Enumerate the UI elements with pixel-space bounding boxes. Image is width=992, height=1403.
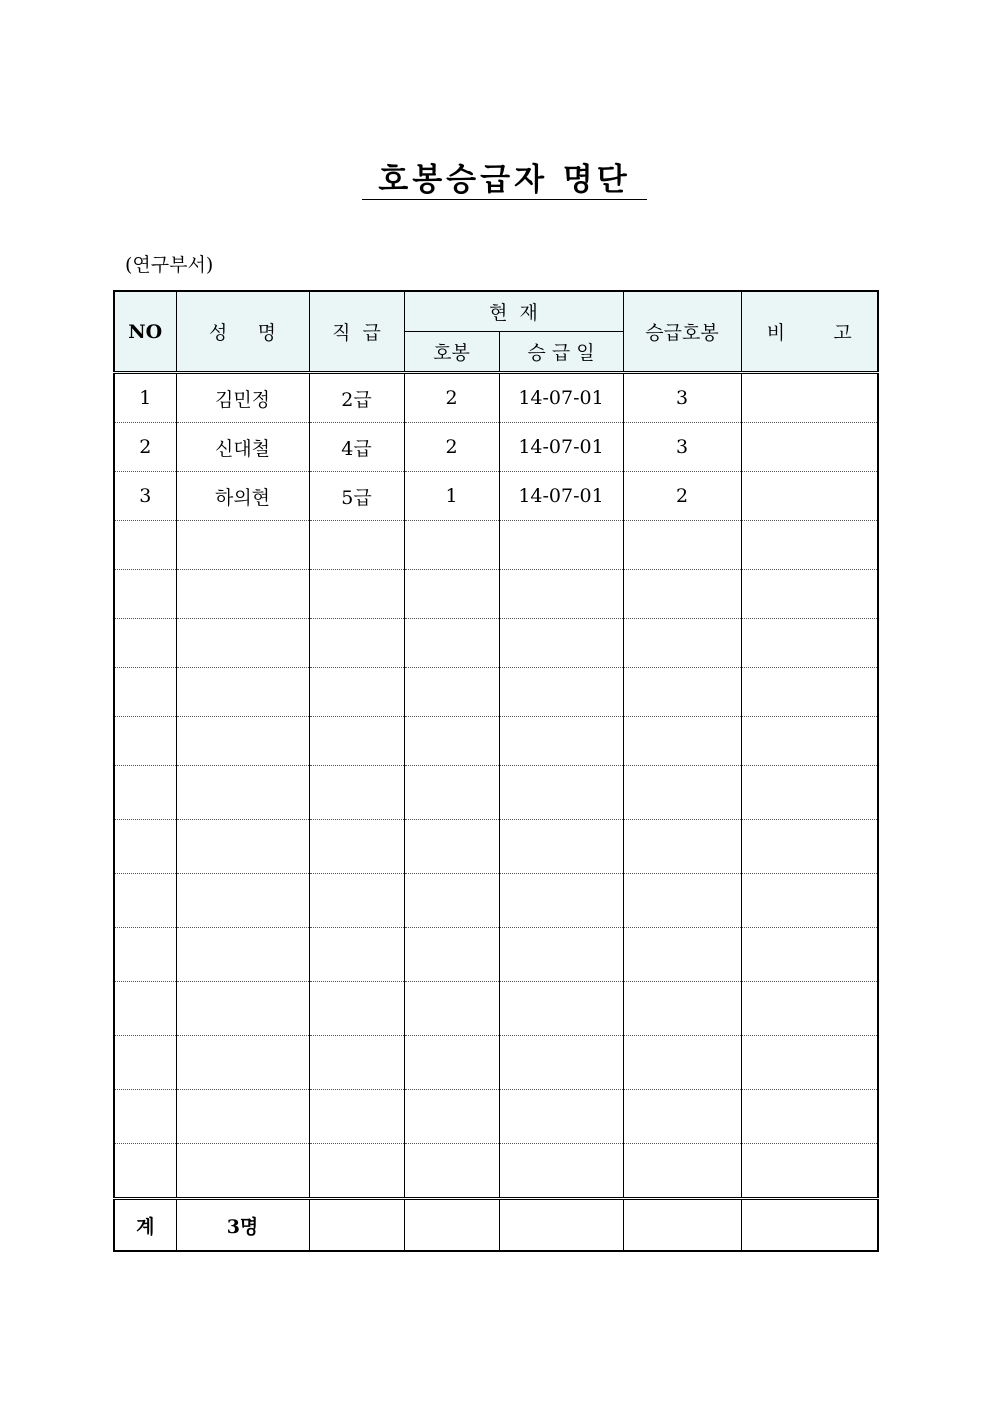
roster-table	[113, 290, 879, 1252]
cell-no	[114, 928, 176, 982]
cell-name	[176, 874, 309, 928]
cell-no	[114, 982, 176, 1036]
cell-hobong	[404, 570, 499, 619]
cell-name	[176, 820, 309, 874]
cell-name	[176, 928, 309, 982]
cell-promo: 3	[623, 423, 741, 472]
cell-grade: 2급	[309, 373, 404, 423]
cell-date	[499, 1036, 623, 1090]
cell-remarks	[741, 982, 878, 1036]
cell-no	[114, 1144, 176, 1199]
cell-grade	[309, 570, 404, 619]
total-label: 계	[114, 1199, 176, 1252]
cell-name	[176, 521, 309, 570]
cell-grade	[309, 1090, 404, 1144]
cell-no	[114, 668, 176, 717]
cell-no	[114, 1036, 176, 1090]
cell-no: 1	[114, 373, 176, 423]
cell-name: 김민정	[176, 373, 309, 423]
cell-grade: 4급	[309, 423, 404, 472]
cell-no: 3	[114, 472, 176, 521]
table-row	[114, 423, 878, 472]
cell-no	[114, 570, 176, 619]
total-count: 3명	[176, 1199, 309, 1252]
cell-name: 하의현	[176, 472, 309, 521]
cell-promo	[623, 1090, 741, 1144]
cell-remarks	[741, 423, 878, 472]
cell-hobong	[404, 1144, 499, 1199]
cell-promo	[623, 668, 741, 717]
cell-hobong: 2	[404, 373, 499, 423]
cell-hobong	[404, 619, 499, 668]
cell-grade	[309, 766, 404, 820]
cell-promo	[623, 521, 741, 570]
cell-promo	[623, 820, 741, 874]
cell-no	[114, 1090, 176, 1144]
cell-hobong	[404, 717, 499, 766]
cell-remarks	[741, 928, 878, 982]
cell-date	[499, 820, 623, 874]
cell-grade	[309, 521, 404, 570]
cell-remarks	[741, 1144, 878, 1199]
title-block	[362, 158, 647, 202]
header-promo-date: 승 급 일	[499, 332, 623, 373]
cell-grade	[309, 668, 404, 717]
cell-remarks	[741, 619, 878, 668]
table-row	[114, 820, 878, 874]
cell-date	[499, 619, 623, 668]
cell-date	[499, 1090, 623, 1144]
cell-no	[114, 820, 176, 874]
table-row	[114, 928, 878, 982]
table-row	[114, 1036, 878, 1090]
cell-hobong	[404, 1090, 499, 1144]
total-row	[114, 1199, 878, 1252]
cell-remarks	[741, 766, 878, 820]
cell-remarks	[741, 820, 878, 874]
cell-no	[114, 717, 176, 766]
cell-promo	[623, 570, 741, 619]
cell-remarks	[741, 472, 878, 521]
cell-date	[499, 717, 623, 766]
header-promo-hobong: 승급호봉	[623, 291, 741, 373]
cell-date: 14-07-01	[499, 423, 623, 472]
cell-date	[499, 874, 623, 928]
cell-grade	[309, 928, 404, 982]
cell-grade	[309, 717, 404, 766]
table-row	[114, 570, 878, 619]
cell-promo	[623, 1036, 741, 1090]
header-name: 성 명	[176, 291, 309, 373]
cell-remarks	[741, 668, 878, 717]
cell-grade	[309, 1036, 404, 1090]
cell-name	[176, 766, 309, 820]
table-row	[114, 668, 878, 717]
cell-no	[114, 766, 176, 820]
cell-promo	[623, 766, 741, 820]
header-remarks: 비 고	[741, 291, 878, 373]
cell-remarks	[741, 1036, 878, 1090]
table-row	[114, 472, 878, 521]
cell-name	[176, 570, 309, 619]
cell-name	[176, 668, 309, 717]
cell-name	[176, 1036, 309, 1090]
cell-date: 14-07-01	[499, 373, 623, 423]
cell-remarks	[741, 570, 878, 619]
cell-promo	[623, 1144, 741, 1199]
cell-remarks	[741, 874, 878, 928]
table-row	[114, 1090, 878, 1144]
cell-promo	[623, 982, 741, 1036]
cell-promo	[623, 874, 741, 928]
table-row	[114, 373, 878, 423]
cell-name	[176, 619, 309, 668]
table-row	[114, 717, 878, 766]
cell-hobong: 1	[404, 472, 499, 521]
title-underline	[362, 199, 647, 200]
cell-hobong	[404, 874, 499, 928]
cell-date	[499, 1144, 623, 1199]
table-row	[114, 982, 878, 1036]
cell-grade	[309, 820, 404, 874]
cell-hobong	[404, 766, 499, 820]
cell-remarks	[741, 1090, 878, 1144]
cell-hobong	[404, 668, 499, 717]
cell-hobong	[404, 521, 499, 570]
cell-name	[176, 1090, 309, 1144]
cell-grade	[309, 619, 404, 668]
cell-remarks	[741, 521, 878, 570]
cell-date	[499, 982, 623, 1036]
cell-date	[499, 521, 623, 570]
cell-remarks	[741, 717, 878, 766]
department-label: (연구부서)	[125, 254, 214, 276]
cell-grade	[309, 1144, 404, 1199]
table-row	[114, 619, 878, 668]
cell-grade	[309, 982, 404, 1036]
table-row	[114, 766, 878, 820]
cell-no: 2	[114, 423, 176, 472]
cell-hobong	[404, 982, 499, 1036]
cell-remarks	[741, 373, 878, 423]
cell-date	[499, 928, 623, 982]
cell-promo	[623, 717, 741, 766]
table-row	[114, 1144, 878, 1199]
cell-hobong	[404, 928, 499, 982]
table-row	[114, 874, 878, 928]
cell-grade: 5급	[309, 472, 404, 521]
cell-no	[114, 874, 176, 928]
header-current: 현 재	[404, 291, 623, 332]
cell-name	[176, 982, 309, 1036]
cell-grade	[309, 874, 404, 928]
cell-no	[114, 619, 176, 668]
cell-promo	[623, 928, 741, 982]
cell-promo	[623, 619, 741, 668]
cell-date: 14-07-01	[499, 472, 623, 521]
cell-date	[499, 766, 623, 820]
header-hobong: 호봉	[404, 332, 499, 373]
cell-promo: 3	[623, 373, 741, 423]
cell-hobong: 2	[404, 423, 499, 472]
cell-no	[114, 521, 176, 570]
cell-promo: 2	[623, 472, 741, 521]
cell-hobong	[404, 820, 499, 874]
cell-hobong	[404, 1036, 499, 1090]
cell-name: 신대철	[176, 423, 309, 472]
page-title: 호봉승급자 명단	[378, 162, 631, 198]
header-no: NO	[114, 291, 176, 373]
table-row	[114, 521, 878, 570]
cell-name	[176, 1144, 309, 1199]
cell-date	[499, 570, 623, 619]
cell-name	[176, 717, 309, 766]
cell-date	[499, 668, 623, 717]
header-grade: 직 급	[309, 291, 404, 373]
